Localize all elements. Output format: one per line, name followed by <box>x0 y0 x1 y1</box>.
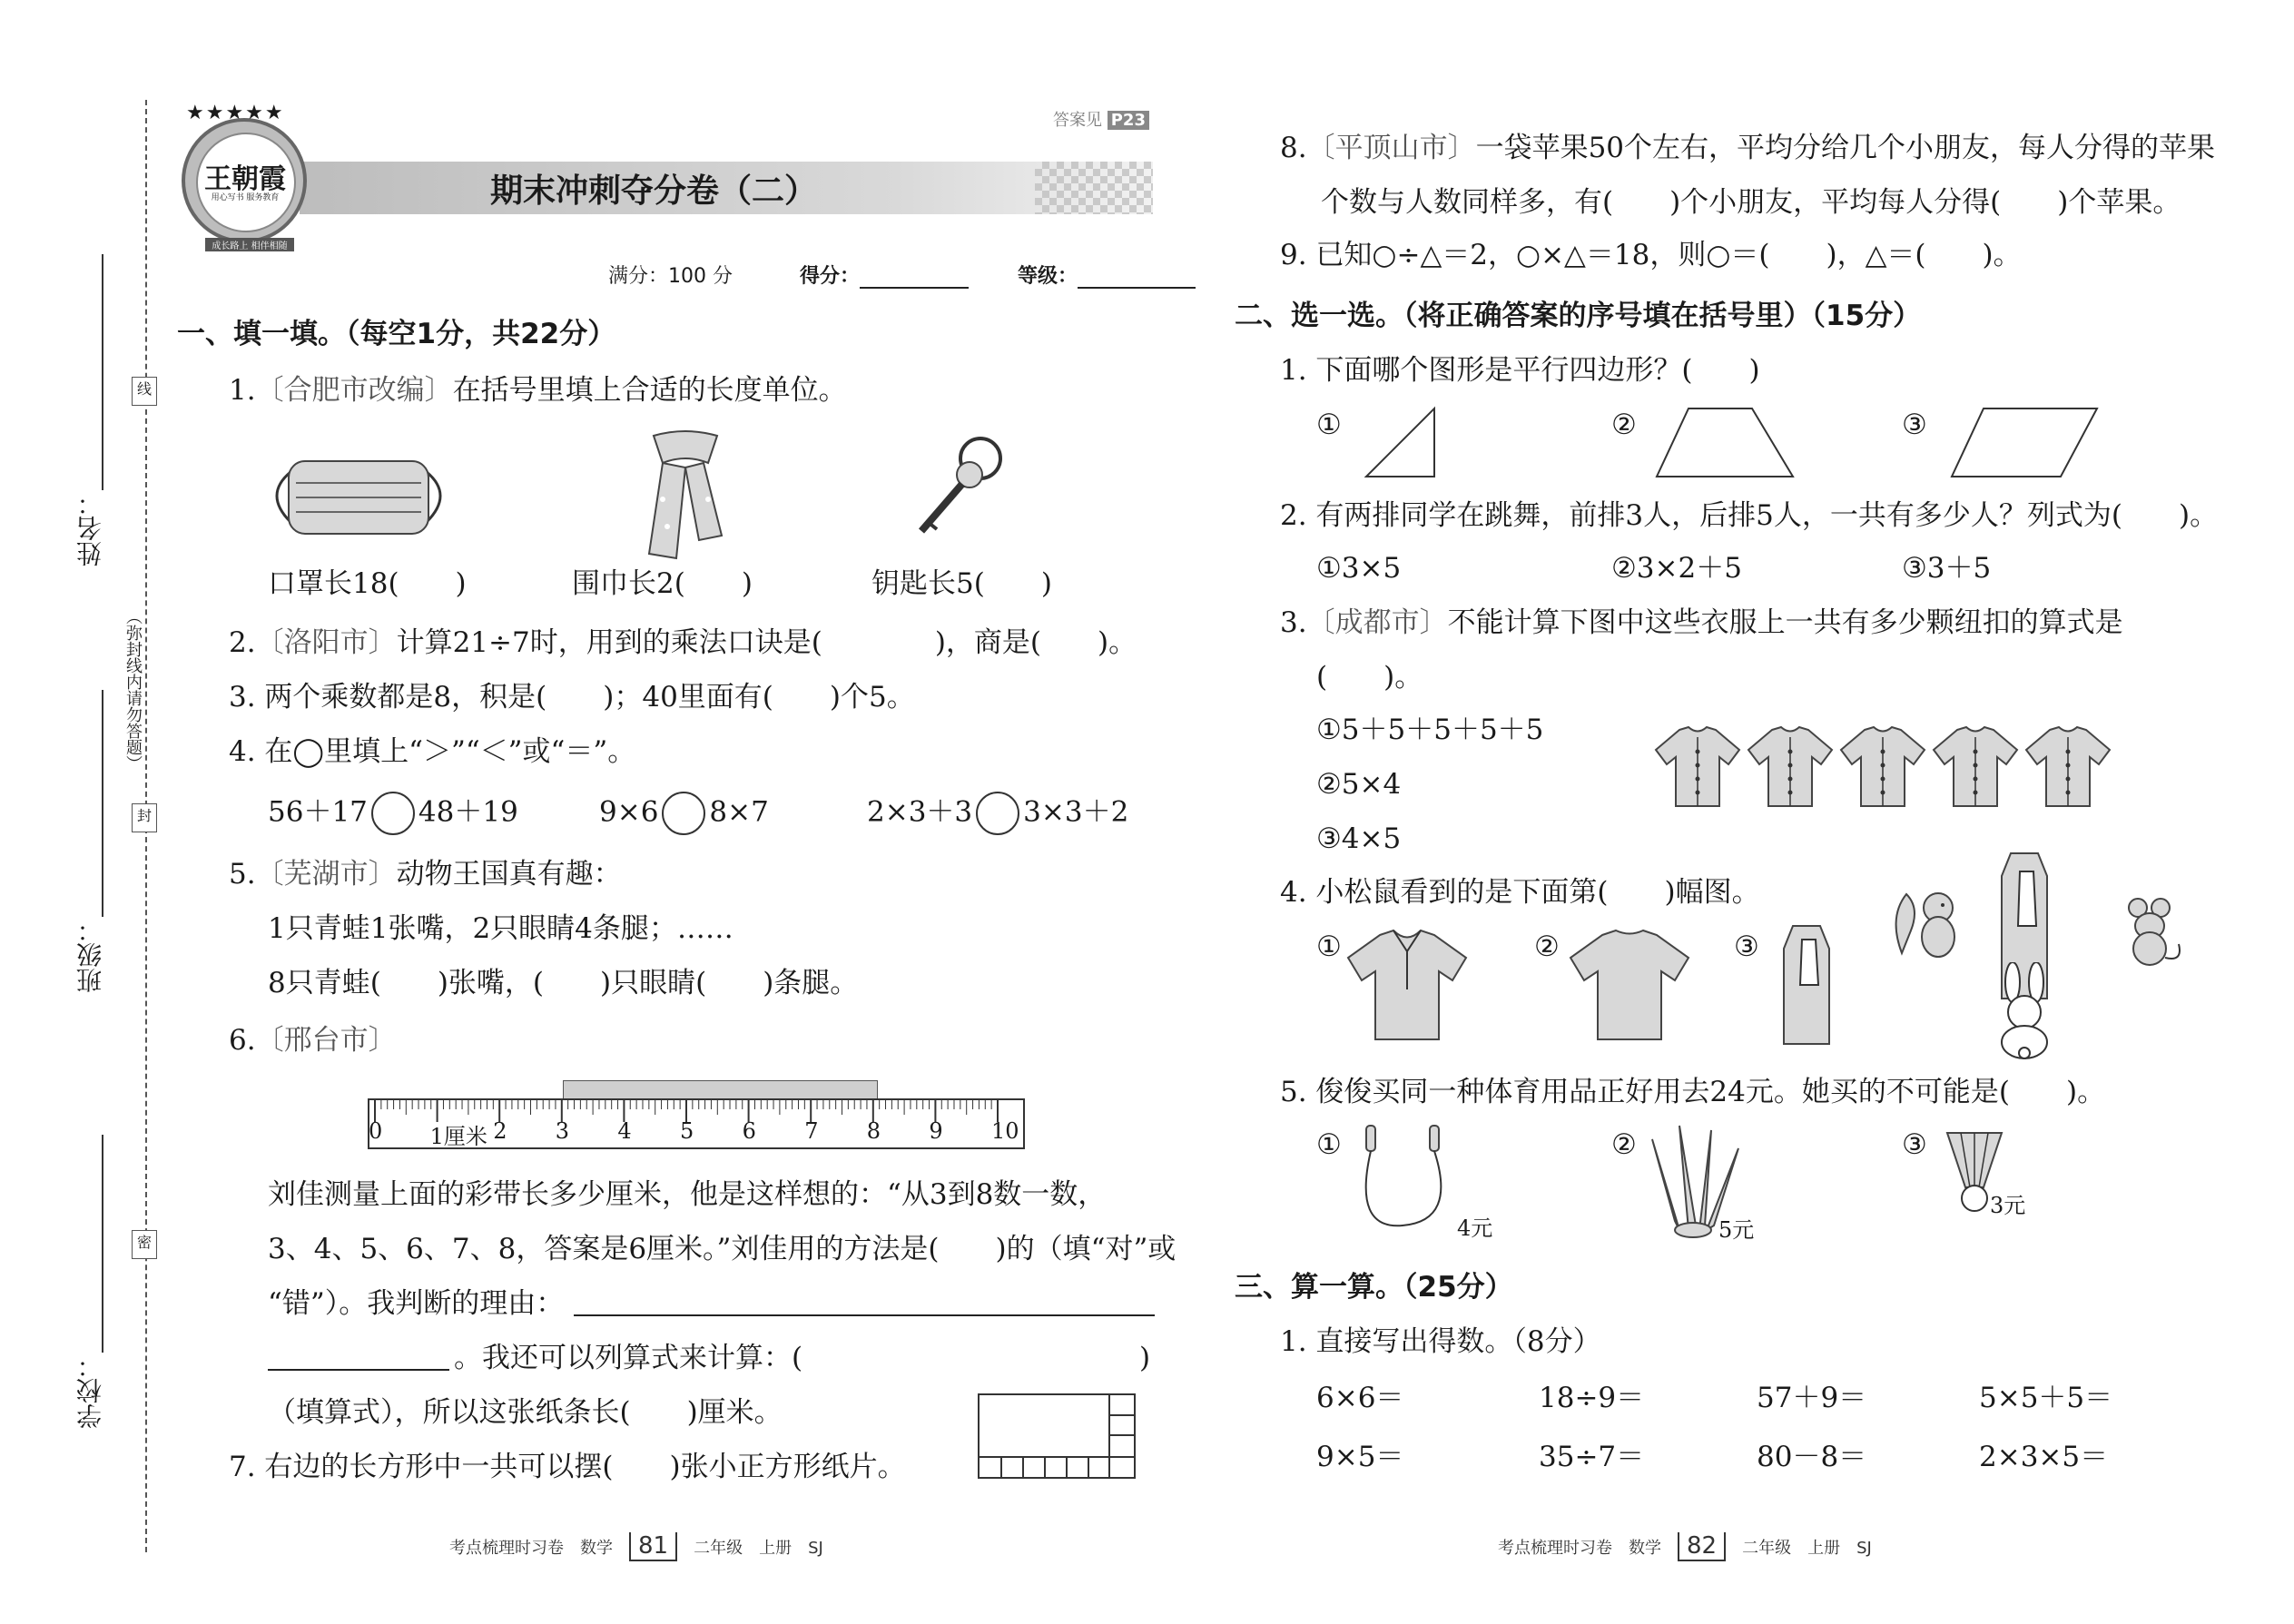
school-line <box>102 1135 103 1353</box>
q5-text: 动物王国真有趣： <box>396 858 622 891</box>
calc-item: 18÷9＝ <box>1539 1382 1645 1414</box>
section-2-heading: 二、选一选。（将正确答案的序号填在括号里）（15分） <box>1235 300 1922 332</box>
q4-compare-c <box>867 792 1128 835</box>
ruler-label: 6 <box>742 1118 756 1144</box>
section-3-heading: 三、算一算。（25分） <box>1235 1271 1513 1304</box>
shirt-icon <box>1837 724 1928 811</box>
logo-sub1: 用心写书 服务教育 <box>211 193 280 202</box>
s2-opt-b: ②3×2＋5 <box>1611 552 1742 585</box>
ruler-label: 3 <box>555 1118 570 1144</box>
q1-mask: 口罩长18( ) <box>268 567 467 600</box>
calc-item: 6×6＝ <box>1316 1382 1404 1414</box>
q6-tag: 〔邢台市〕 <box>255 1024 397 1057</box>
s2-opt-c: ③3＋5 <box>1902 552 1992 585</box>
mouse-illustration <box>2115 890 2188 971</box>
name-line <box>102 254 103 490</box>
s3-text: 不能计算下图中这些衣服上一共有多少颗纽扣的算式是 <box>1447 606 2123 639</box>
seal-box-1: 线 <box>132 377 157 406</box>
logo-text: 王朝霞 <box>204 163 286 195</box>
ruler-label: 9 <box>929 1118 943 1144</box>
calc-item: 2×3×5＝ <box>1979 1441 2109 1473</box>
seal-box-3: 密 <box>132 1230 157 1259</box>
calc-item: 80－8＝ <box>1757 1441 1867 1473</box>
score-label: 得分： <box>800 265 861 288</box>
q5-tag: 〔芜湖市〕 <box>255 858 397 891</box>
q5-num: 5. <box>229 858 256 891</box>
squirrel-illustration <box>1888 881 1970 962</box>
q4-compare-b <box>599 792 769 835</box>
q4-c-left: 2×3＋3 <box>867 795 973 829</box>
shirt-icon <box>1745 724 1836 811</box>
logo-stars: ★★★★★ <box>186 102 285 124</box>
ribbon-strip <box>563 1080 878 1100</box>
s3-opt-b: ②5×4 <box>1316 768 1402 801</box>
price-jump-rope: 4元 <box>1457 1216 1493 1241</box>
price-shuttlecock: 3元 <box>1990 1193 2026 1218</box>
s1-line: 1. 下面哪个图形是平行四边形？( ) <box>1280 354 1760 387</box>
s2-line: 2. 有两排同学在跳舞，前排3人，后排5人，一共有多少人？列式为( )。 <box>1280 499 2219 532</box>
s5-opt3-label: ③ <box>1902 1128 1927 1161</box>
q4-b-right: 8×7 <box>709 795 769 829</box>
scarf-illustration <box>635 427 735 563</box>
triangle-shape <box>1362 404 1443 481</box>
q4-line: 4. 在◯里填上“＞”“＜”或“＝”。 <box>229 735 636 768</box>
ruler-label: 0 <box>369 1118 383 1144</box>
footer-right-grade: 二年级 上册 SJ <box>1742 1539 1872 1558</box>
s5-line: 5. 俊俊买同一种体育用品正好用去24元。她买的不可能是( )。 <box>1280 1076 2106 1108</box>
jump-rope-illustration <box>1353 1121 1462 1239</box>
seal-note: （弥封线内请勿答题） <box>123 608 143 772</box>
q1-line <box>229 374 847 407</box>
q8-tag: 〔平顶山市〕 <box>1306 132 1476 164</box>
q2-num: 2. <box>229 626 256 659</box>
shirt-icon <box>2023 724 2113 811</box>
q6-paragraph-1: 刘佳测量上面的彩带长多少厘米，他是这样想的：“从3到8数一数， <box>268 1178 1107 1211</box>
q8-line-1 <box>1280 132 2215 164</box>
s4-line: 4. 小松鼠看到的是下面第( )幅图。 <box>1280 876 1760 909</box>
answer-ref-label: 答案见 <box>1053 111 1102 130</box>
score-blank[interactable] <box>860 269 969 289</box>
q1-scarf: 围巾长2( ) <box>572 567 753 600</box>
answer-ref-page: P23 <box>1108 111 1149 130</box>
footer-left-grade: 二年级 上册 SJ <box>694 1539 823 1558</box>
q4-c-right: 3×3＋2 <box>1023 795 1129 829</box>
q5-rule: 1只青蛙1张嘴，2只眼睛4条腿；…… <box>268 912 733 945</box>
class-label: 班级： <box>75 917 105 993</box>
s5-opt2-label: ② <box>1611 1128 1637 1161</box>
parallelogram-shape <box>1947 404 2102 481</box>
s3-opt-a: ①5＋5＋5＋5＋5 <box>1316 714 1544 746</box>
s3-num: 3. <box>1280 606 1307 639</box>
footer-right <box>1498 1532 1872 1561</box>
q1-key: 钥匙长5( ) <box>871 567 1052 600</box>
calc-item: 57＋9＝ <box>1757 1382 1867 1414</box>
q5-line <box>229 858 622 891</box>
page-title: 期末冲刺夺分卷（二） <box>490 172 818 210</box>
s5-opt1-label: ① <box>1316 1128 1342 1161</box>
shirt-back <box>1566 926 1693 1044</box>
q1-num: 1. <box>229 374 256 407</box>
q7-line: 7. 右边的长方形中一共可以摆( )张小正方形纸片。 <box>229 1451 906 1483</box>
s1-opt3-label: ③ <box>1902 408 1927 441</box>
logo-sub2: 成长路上 相伴相随 <box>205 238 294 251</box>
calc-item: 5×5＋5＝ <box>1979 1382 2113 1414</box>
checker-pattern <box>1035 162 1153 214</box>
full-score: 满分：100 分 <box>608 265 733 288</box>
q3-line: 3. 两个乘数都是8，积是( )；40里面有( )个5。 <box>229 681 915 714</box>
ruler-label: 7 <box>804 1118 819 1144</box>
q4-a-left: 56＋17 <box>268 795 368 829</box>
s4-opt1-label: ① <box>1316 930 1342 963</box>
s3-opt-c: ③4×5 <box>1316 822 1402 855</box>
q6-paragraph-4: 。我还可以列算式来计算：( <box>454 1342 803 1374</box>
class-line <box>102 690 103 917</box>
q2-tag: 〔洛阳市〕 <box>255 626 397 659</box>
q9-line: 9. 已知○÷△＝2，○×△＝18，则○＝( )，△＝( )。 <box>1280 239 2022 271</box>
school-label: 学校： <box>75 1353 105 1429</box>
ruler-label: 4 <box>617 1118 632 1144</box>
ruler-label: 5 <box>680 1118 694 1144</box>
trapezoid-shape <box>1652 404 1797 481</box>
q6-reason-label: “错”）。我判断的理由： <box>268 1287 565 1320</box>
q7-grid-squares <box>978 1393 1136 1479</box>
answer-ref <box>1053 107 1149 131</box>
q5-question: 8只青蛙( )张嘴，( )只眼睛( )条腿。 <box>268 967 859 999</box>
compare-circle-c[interactable] <box>976 792 1019 835</box>
q6-line <box>229 1024 397 1057</box>
q6-paragraph-5: （填算式），所以这张纸条长( )厘米。 <box>268 1396 783 1429</box>
q1-tag: 〔合肥市改编〕 <box>255 374 453 407</box>
ruler-label: 10 <box>991 1118 1019 1144</box>
seal-box-2: 封 <box>132 803 157 832</box>
grade-blank[interactable] <box>1078 269 1196 289</box>
score-row <box>608 261 1196 289</box>
q8-text-1: 一袋苹果50个左右，平均分给几个小朋友，每人分得的苹果 <box>1475 132 2216 164</box>
shirt-side <box>1775 921 1838 1048</box>
q2-text: 计算21÷7时，用到的乘法口诀是( )，商是( )。 <box>396 626 1137 659</box>
grade-label: 等级： <box>1018 265 1078 288</box>
q6-paragraph-3 <box>268 1287 564 1320</box>
calc-item: 9×5＝ <box>1316 1441 1404 1473</box>
logo-badge <box>182 118 307 251</box>
q8-line-2: 个数与人数同样多，有( )个小朋友，平均每人分得( )个苹果。 <box>1321 186 2181 219</box>
q4-compare-a <box>268 792 518 835</box>
shirt-front-collar <box>1344 926 1471 1044</box>
q6-reason-line-2[interactable] <box>268 1369 449 1371</box>
q4-b-left: 9×6 <box>599 795 659 829</box>
price-shuttlecock-bundle: 5元 <box>1718 1217 1755 1243</box>
s3-line <box>1280 606 2123 639</box>
s3-blank: ( )。 <box>1316 661 1423 694</box>
s1-opt1-label: ① <box>1316 408 1342 441</box>
footer-left <box>449 1532 823 1561</box>
q6-paragraph-4-end: ) <box>1139 1342 1151 1374</box>
rabbit-illustration <box>1984 962 2065 1062</box>
ruler-label: 2 <box>493 1118 507 1144</box>
q4-a-right: 48＋19 <box>418 795 518 829</box>
s1-opt2-label: ② <box>1611 408 1637 441</box>
q2-line <box>229 626 1137 659</box>
ruler-label: 8 <box>866 1118 881 1144</box>
compare-circle-a[interactable] <box>371 792 415 835</box>
s2-opt-a: ①3×5 <box>1316 552 1402 585</box>
compare-circle-b[interactable] <box>662 792 705 835</box>
s4-opt3-label: ③ <box>1734 930 1759 963</box>
c1-line: 1. 直接写出得数。（8分） <box>1280 1325 1601 1358</box>
footer-right-page: 82 <box>1678 1532 1726 1561</box>
shirt-icon <box>1652 724 1743 811</box>
footer-left-page: 81 <box>629 1532 677 1561</box>
mask-illustration <box>263 445 454 545</box>
key-illustration <box>908 431 1017 540</box>
q1-text: 在括号里填上合适的长度单位。 <box>452 374 847 407</box>
q8-num: 8. <box>1280 132 1307 164</box>
s4-opt2-label: ② <box>1534 930 1560 963</box>
calc-item: 35÷7＝ <box>1539 1441 1645 1473</box>
q6-paragraph-2: 3、4、5、6、7、8，答案是6厘米。”刘佳用的方法是( )的（填“对”或 <box>268 1233 1177 1265</box>
footer-right-series: 考点梳理时习卷 数学 <box>1498 1539 1661 1558</box>
s3-tag: 〔成都市〕 <box>1306 606 1448 639</box>
name-label: 姓名： <box>75 490 105 566</box>
shirt-icon <box>1930 724 2021 811</box>
q6-num: 6. <box>229 1024 256 1057</box>
q6-reason-line[interactable] <box>574 1314 1155 1316</box>
section-1-heading: 一、填一填。（每空1分，共22分） <box>177 318 616 350</box>
footer-left-series: 考点梳理时习卷 数学 <box>449 1539 613 1558</box>
ruler-label: 1厘米 <box>429 1124 487 1149</box>
